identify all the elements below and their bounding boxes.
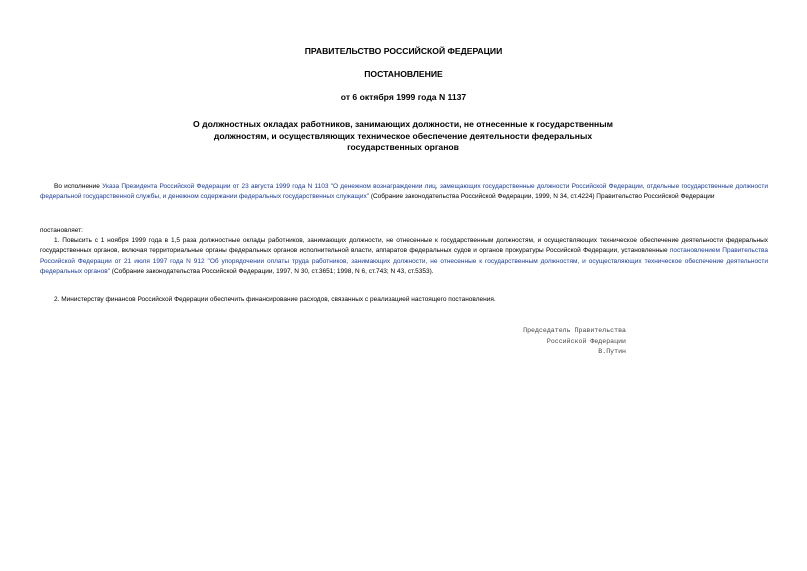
intro-suffix: (Собрание законодательства Российской Федерации, 1999, N 34, ст.4224) Правительство Российской Федерации — [369, 193, 715, 201]
intro-paragraph — [40, 182, 768, 203]
signature-organization: Российской Федерации — [546, 337, 626, 345]
item-1-prefix: 1. Повысить с 1 ноября 1999 года в 1,5 раза должностные оклады работников, занимающих должности, не отнесенные к государственным должностям, и осуществляющих техническое обеспечение деятельности федеральных государственных органов, включая территориальные органы федеральных органов исполнительной власти, аппаратов федеральных судов и органов прокуратуры Российской Федерации, установленные — [40, 237, 768, 255]
resolves-label: постановляет: — [40, 227, 83, 234]
resolution-link[interactable]: постановлением Правительства Российской Федерации от 21 июля 1997 года N 912 "Об упорядочении оплаты труда работников, занимающих должности, не отнесенные к государственным должностям, и осуществляющих техническое обеспечение деятельности федеральных органов" — [40, 247, 768, 275]
document-date-number: от 6 октября 1999 года N 1137 — [340, 92, 467, 102]
intro-prefix: Во исполнение — [54, 183, 103, 190]
signature-name: В.Путин — [598, 348, 626, 356]
signature-block — [480, 326, 626, 358]
government-heading: ПРАВИТЕЛЬСТВО РОССИЙСКОЙ ФЕДЕРАЦИИ — [304, 46, 503, 56]
decree-link[interactable]: Указа Президента Российской Федерации от 23 августа 1999 года N 1103 "О денежном вознаграждении лиц, замещающих государственные должности Российской Федерации, отдельные государственные должности федеральной государственной службы, и денежном содержании федеральных государственных служащих" — [40, 183, 768, 201]
item-2-paragraph: 2. Министерству финансов Российской Федерации обеспечить финансирование расходов, связанных с реализацией настоящего постановления. — [54, 296, 496, 303]
item-1-paragraph — [40, 236, 768, 277]
signature-position: Председатель Правительства — [523, 327, 626, 334]
document-type: ПОСТАНОВЛЕНИЕ — [364, 69, 443, 79]
item-1-suffix: (Собрание законодательства Российской Федерации, 1997, N 30, ст.3651; 1998, N 6, ст.743; N 43, ст.5353). — [110, 267, 434, 275]
document-title: О должностных окладах работников, занимающих должности, не отнесенные к государственным должностям, и осуществляющих техническое обеспечение деятельности федеральных государственных органов — [193, 119, 613, 152]
